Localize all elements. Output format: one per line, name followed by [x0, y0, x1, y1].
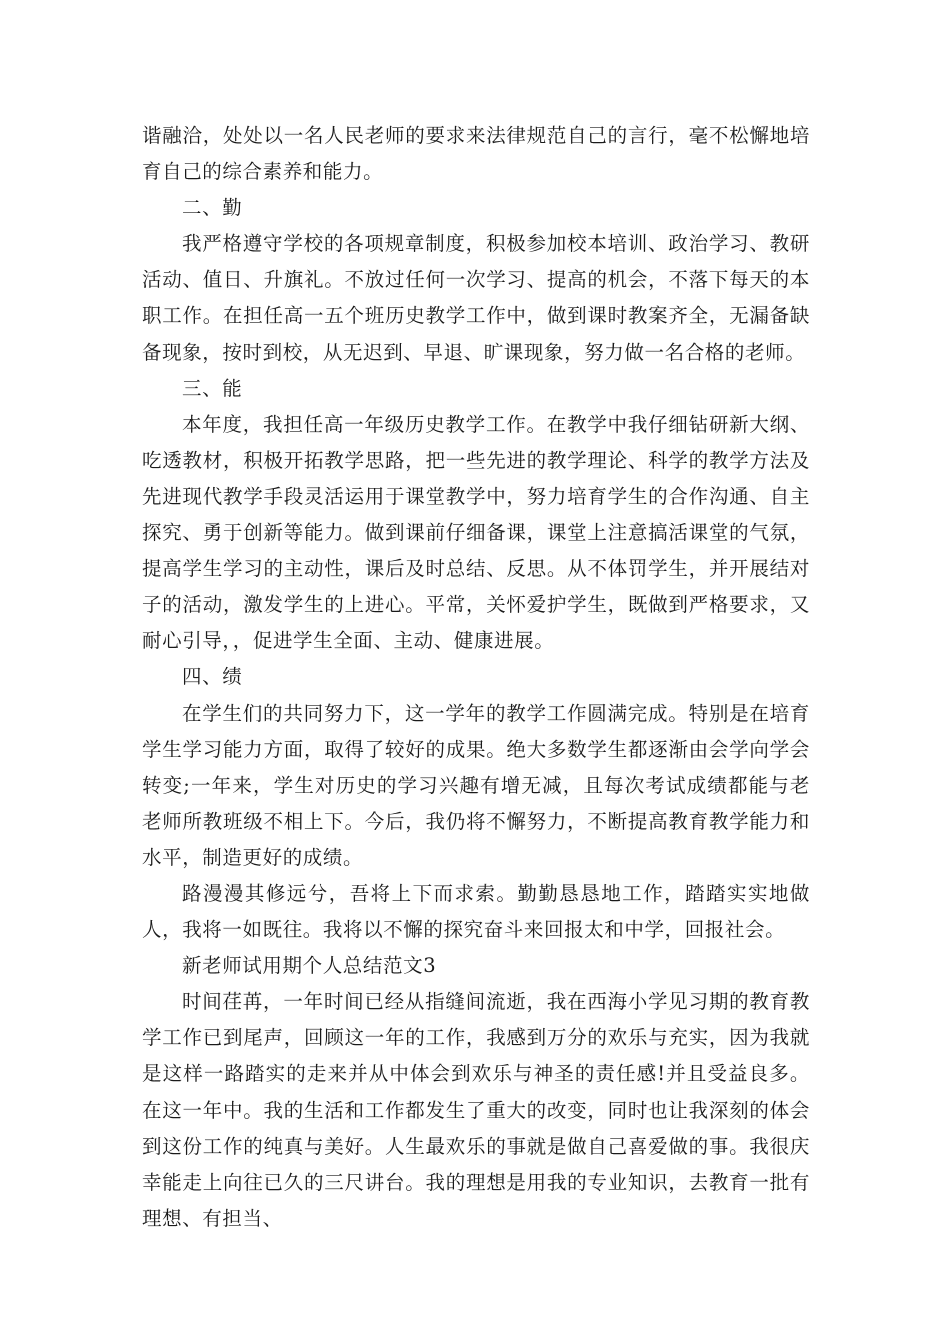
document-body	[142, 118, 810, 1237]
section-heading-qin: 二、勤	[182, 196, 243, 220]
article-title: 新老师试用期个人总结范文3	[182, 954, 437, 978]
body-paragraph: 我严格遵守学校的各项规章制度，积极参加校本培训、政治学习、教研活动、值日、升旗礼。不放过任何一次学习、提高的机会，不落下每天的本职工作。在担任高一五个班历史教学工作中，做到课时教案齐全，无漏备缺备现象，按时到校，从无迟到、早退、旷课现象，努力做一名合格的老师。	[142, 232, 810, 364]
body-paragraph: 本年度，我担任高一年级历史教学工作。在教学中我仔细钻研新大纲、吃透教材，积极开拓教学思路，把一些先进的教学理论、科学的教学方法及先进现代教学手段灵活运用于课堂教学中，努力培育学生的合作沟通、自主探究、勇于创新等能力。做到课前仔细备课，课堂上注意搞活课堂的气氛，提高学生学习的主动性，课后及时总结、反思。从不体罚学生，并开展结对子的活动，激发学生的上进心。平常，关怀爱护学生，既做到严格要求，又耐心引导，，促进学生全面、主动、健康进展。	[142, 412, 810, 653]
section-heading-neng: 三、能	[182, 376, 243, 400]
section-heading-ji: 四、绩	[182, 665, 243, 689]
body-paragraph: 路漫漫其修远兮，吾将上下而求索。勤勤恳恳地工作，踏踏实实地做人，我将一如既往。我将以不懈的探究奋斗来回报太和中学，回报社会。	[142, 881, 810, 942]
body-paragraph: 谐融洽，处处以一名人民老师的要求来法律规范自己的言行，毫不松懈地培育自己的综合素养和能力。	[142, 124, 810, 184]
body-paragraph: 时间荏苒，一年时间已经从指缝间流逝，我在西海小学见习期的教育教学工作已到尾声，回顾这一年的工作，我感到万分的欢乐与充实，因为我就是这样一路踏实的走来并从中体会到欢乐与神圣的责任感!并且受益良多。在这一年中。我的生活和工作都发生了重大的改变，同时也让我深刻的体会到这份工作的纯真与美好。人生最欢乐的事就是做自己喜爱做的事。我很庆幸能走上向往已久的三尺讲台。我的理想是用我的专业知识，去教育一批有理想、有担当、	[142, 990, 810, 1230]
body-paragraph: 在学生们的共同努力下，这一学年的教学工作圆满完成。特别是在培育学生学习能力方面，取得了较好的成果。绝大多数学生都逐渐由会学向学会转变;一年来，学生对历史的学习兴趣有增无减，且每次考试成绩都能与老老师所教班级不相上下。今后，我仍将不懈努力，不断提高教育教学能力和水平，制造更好的成绩。	[142, 701, 810, 869]
